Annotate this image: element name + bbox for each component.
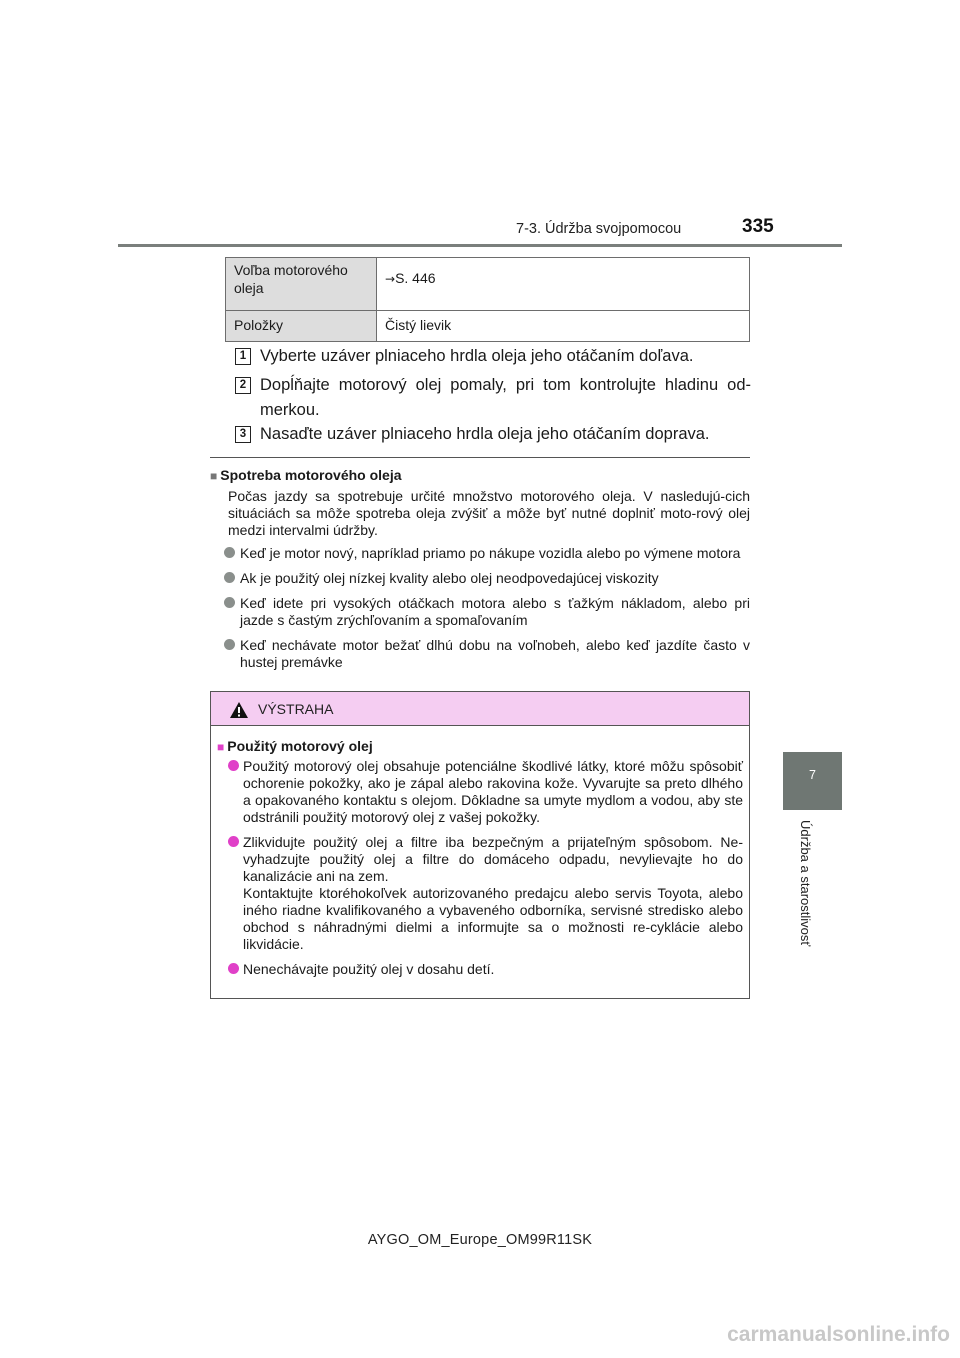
list-item-text: Nenechávajte použitý olej v dosahu detí. [243, 961, 495, 977]
list-item [210, 545, 750, 562]
list-item-text: Keď nechávate motor bežať dlhú dobu na voľnobeh, alebo keď jazdíte často v hustej premávke [240, 637, 750, 670]
header-rule [118, 244, 842, 247]
step-item [235, 373, 751, 423]
header-section-title: 7-3. Údržba svojpomocou [516, 221, 682, 237]
bullet-dot-icon [224, 639, 235, 650]
chapter-number: 7 [809, 768, 816, 782]
table-cell-value [377, 258, 750, 311]
list-item [217, 834, 743, 953]
list-item-text: Kontaktujte ktoréhokoľvek autorizovaného predajcu alebo servis Toyota, alebo iného riadne kvalifikovaného a vybaveného odborníka, servisné stredisko alebo obchod s náhradnými dielmi a informujte sa o možnosti re-cyklácie alebo likvidácie. [243, 885, 743, 952]
info-paragraph: Počas jazdy sa spotrebuje určité množstvo motorového oleja. V nasledujú-cich situáciách sa môže spotreba oleja zvýšiť a môže byť nutné doplniť moto-rový olej medzi intervalmi údržby. [228, 488, 750, 538]
table-cell-label: Položky [226, 311, 377, 342]
list-item [210, 595, 750, 629]
square-bullet-icon: ■ [217, 740, 225, 754]
list-item [210, 570, 750, 587]
arrow-right-icon: → [385, 272, 396, 286]
list-item [210, 637, 750, 671]
bullet-dot-icon [224, 547, 235, 558]
list-item-text: Zlikvidujte použitý olej a filtre iba bezpečným a prijateľným spôsobom. Ne-vyhadzujte použitý olej a filtre do domáceho odpadu, nevylievajte ho do kanalizácie ani na zem. [243, 834, 743, 884]
step-number-badge: 1 [235, 348, 251, 365]
page-reference-link[interactable]: S. 446 [395, 270, 436, 286]
section-divider [210, 457, 750, 458]
square-bullet-icon: ■ [210, 469, 218, 483]
table-cell-value: Čistý lievik [377, 311, 750, 342]
warning-list [217, 758, 743, 986]
bullet-dot-icon [228, 963, 239, 974]
table-row [226, 311, 750, 342]
chapter-tab [783, 752, 842, 810]
footer-document-code: AYGO_OM_Europe_OM99R11SK [367, 1232, 593, 1248]
list-item-text: Použitý motorový olej obsahuje potenciálne škodlivé látky, ktoré môžu spôsobiť ochorenie pokožky, ako je zápal alebo rakovina kože. Vyvarujte sa preto dlhého a opakovaného kontaktu s olejom. Dôkladne sa umyte mydlom a vodou, aby ste odstránili použitý motorový olej z vašej pokožky. [243, 758, 743, 825]
step-text: Dopĺňajte motorový olej pomaly, pri tom kontrolujte hladinu od-merkou. [260, 376, 751, 419]
step-item [235, 344, 751, 369]
step-number-badge: 3 [235, 426, 251, 443]
list-item [217, 961, 743, 978]
warning-title: VÝSTRAHA [258, 701, 334, 717]
step-item [235, 422, 751, 447]
info-heading-text: Spotreba motorového oleja [220, 467, 402, 483]
warning-subtitle [217, 738, 373, 754]
bullet-dot-icon [228, 836, 239, 847]
spec-table [225, 257, 750, 342]
table-row [226, 258, 750, 311]
table-cell-label: Voľba motorového oleja [226, 258, 377, 311]
chapter-title: Údržba a starostlivosť [798, 820, 813, 947]
page-number: 335 [742, 216, 774, 237]
step-number-badge: 2 [235, 377, 251, 394]
warning-box [210, 691, 750, 999]
watermark: carmanualsonline.info [727, 1323, 950, 1346]
list-item [217, 758, 743, 826]
warning-triangle-icon [229, 701, 249, 724]
step-text: Nasaďte uzáver plniaceho hrdla oleja jeho otáčaním doprava. [260, 425, 710, 443]
info-list [210, 545, 750, 671]
info-heading [210, 466, 750, 485]
warning-subtitle-text: Použitý motorový olej [227, 738, 373, 754]
list-item-text: Keď idete pri vysokých otáčkach motora alebo s ťažkým nákladom, alebo pri jazde s častým zrýchľovaním a spomaľovaním [240, 595, 750, 628]
list-item-text: Ak je použitý olej nízkej kvality alebo olej neodpovedajúcej viskozity [240, 570, 659, 586]
list-item-text: Keď je motor nový, napríklad priamo po nákupe vozidla alebo po výmene motora [240, 545, 741, 561]
info-section [210, 466, 750, 679]
step-text: Vyberte uzáver plniaceho hrdla oleja jeho otáčaním doľava. [260, 347, 694, 365]
bullet-dot-icon [224, 572, 235, 583]
warning-header [211, 692, 749, 726]
bullet-dot-icon [228, 760, 239, 771]
bullet-dot-icon [224, 597, 235, 608]
